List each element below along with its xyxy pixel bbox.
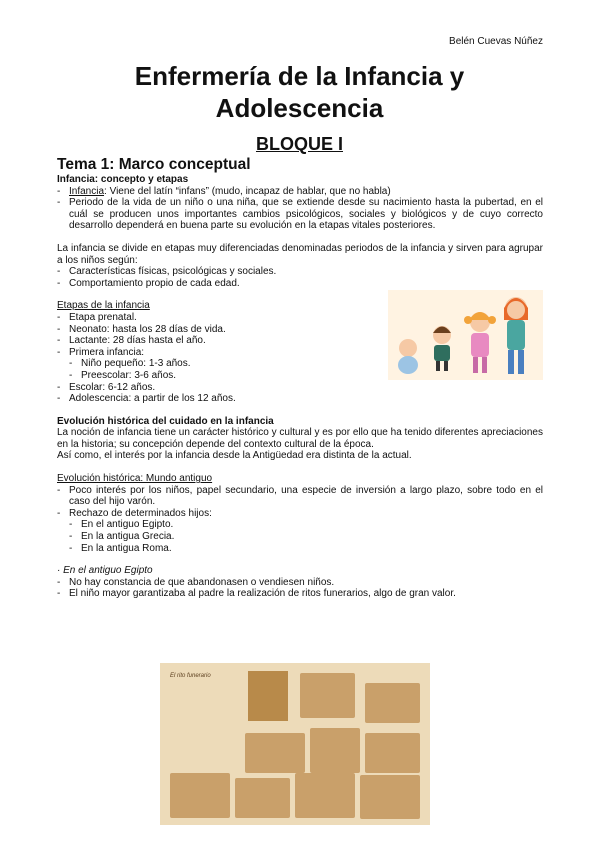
list-item: - Niño pequeño: 1-3 años. [57, 358, 387, 370]
subsection-heading-mundo-antiguo: Evolución histórica: Mundo antiguo [57, 473, 213, 485]
list-item: - En el antiguo Egipto. [57, 519, 543, 531]
list-item: - Características físicas, psicológicas y sociales. [57, 266, 387, 278]
stages-list [57, 312, 387, 405]
list-item: - En la antigua Roma. [57, 543, 543, 555]
paragraph: La noción de infancia tiene un carácter histórico y cultural y es por ello que ha tenido diferentes apreciaciones en la historia; su concepción depende del contexto cultural de la época. [57, 427, 543, 450]
list-item: - Escolar: 6-12 años. [57, 382, 387, 394]
children-drawing [388, 290, 543, 380]
list-item: - El niño mayor garantizaba al padre la realización de ritos funerarios, algo de gran valor. [57, 588, 543, 600]
list-item: - Poco interés por los niños, papel secundario, una especie de inversión a largo plazo, sobre todo en el caso del hijo varón. [57, 485, 543, 508]
list-item: - Adolescencia: a partir de los 12 años. [57, 393, 387, 405]
list-item: - Primera infancia: [57, 347, 387, 359]
figure-caption: El rito funerario [170, 673, 211, 679]
definition-list [57, 186, 543, 232]
list-item: - Periodo de la vida de un niño o una niña, que se extiende desde su nacimiento hasta la pubertad, en el cuál se producen unos importantes cambios psicológicos, sociales y biológicos y de cuyo correcto desarrollo dependerá en buena parte su evolución en la etapas vitales posteriores. [57, 197, 543, 232]
author-name: Belén Cuevas Núñez [449, 36, 543, 47]
title-line-2: Adolescencia [215, 93, 384, 123]
criteria-list [57, 266, 387, 289]
paragraph: La infancia se divide en etapas muy diferenciadas denominadas periodos de la infancia y sirven para agrupar a los niños según: [57, 242, 543, 266]
list-item: - En la antigua Grecia. [57, 531, 543, 543]
list-item: - Lactante: 28 días hasta el año. [57, 335, 387, 347]
list-item: - Neonato: hasta los 28 días de vida. [57, 324, 387, 336]
list-item: - Infancia: Viene del latín “infans” (mudo, incapaz de hablar, que no habla) [57, 186, 543, 198]
paragraph: Así como, el interés por la infancia desde la Antigüedad era distinta de la actual. [57, 450, 412, 462]
children-illustration [388, 290, 543, 380]
topic-heading: Tema 1: Marco conceptual [57, 156, 251, 173]
section-heading-evolucion: Evolución histórica del cuidado en la infancia [57, 415, 274, 427]
list-item: - Comportamiento propio de cada edad. [57, 278, 387, 290]
funeral-rite-figure [160, 663, 430, 825]
title-line-1: Enfermería de la Infancia y [134, 61, 465, 91]
block-heading: BLOQUE I [255, 134, 343, 154]
list-item: - Preescolar: 3-6 años. [57, 370, 387, 382]
section-heading-infancia: Infancia: concepto y etapas [57, 174, 189, 185]
list-item: - Etapa prenatal. [57, 312, 387, 324]
document-title [0, 60, 599, 124]
history-list [57, 485, 543, 555]
egypt-list [57, 577, 543, 600]
list-item: - Rechazo de determinados hijos: [57, 508, 543, 520]
list-item: - No hay constancia de que abandonasen o vendiesen niños. [57, 577, 543, 589]
subsection-heading-egipto: · En el antiguo Egipto [57, 565, 153, 577]
subsection-heading-etapas: Etapas de la infancia [57, 300, 150, 312]
